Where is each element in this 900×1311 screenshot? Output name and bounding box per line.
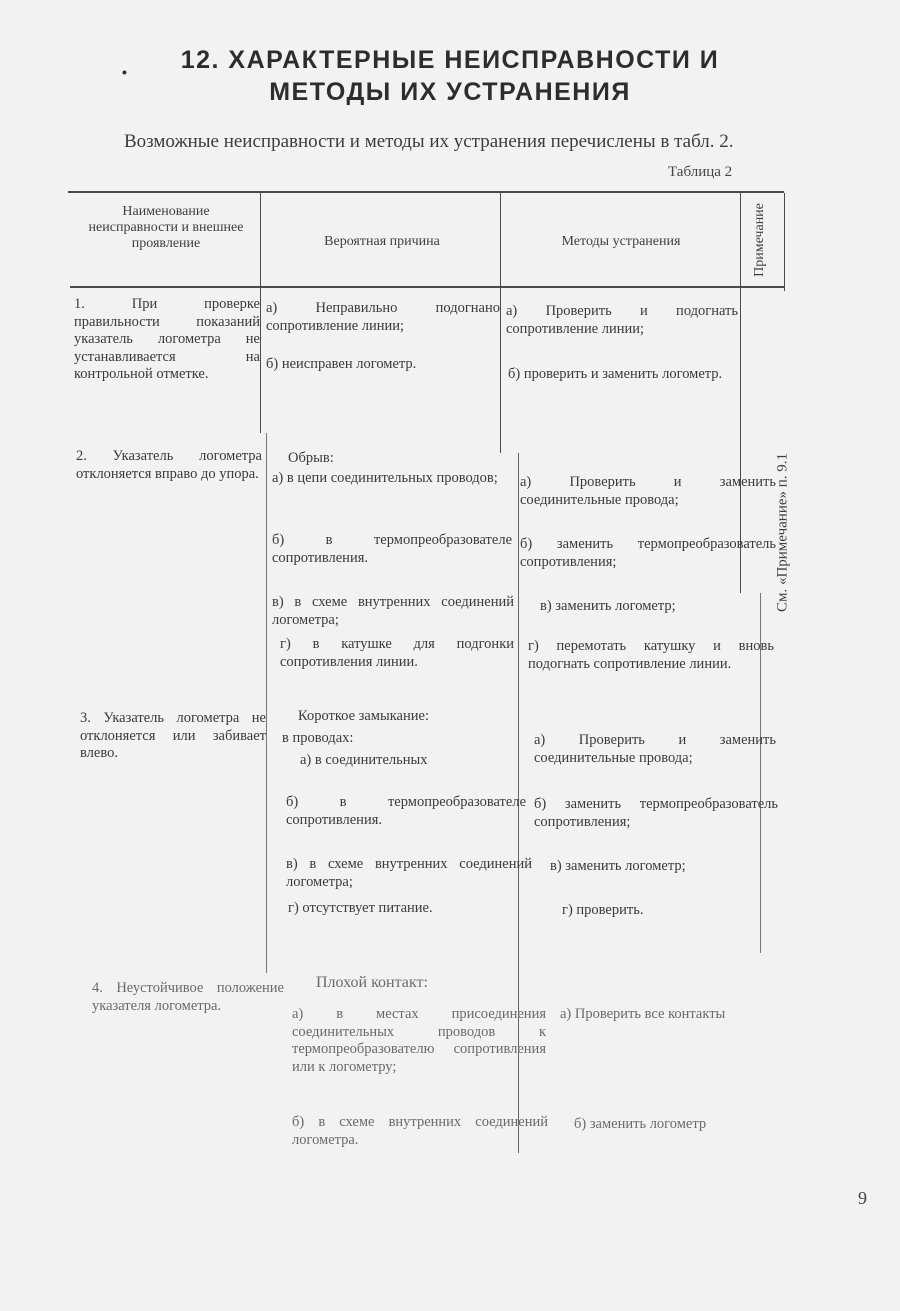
row-3-cause-intro: Короткое замыкание: <box>298 708 429 724</box>
header-method: Методы устранения <box>561 234 681 249</box>
column-rule-2 <box>500 193 501 453</box>
row-2-method-d: г) перемотать катушку и вновь подогнать сопротивление линии. <box>528 638 774 672</box>
row-2-cause-intro: Обрыв: <box>288 450 334 466</box>
row-3-method-d: г) проверить. <box>562 902 644 918</box>
row-2-cause-a: а) в цепи соединительных проводов; <box>272 470 498 486</box>
row-3-cause-b: б) в термопреобразователе сопротивления. <box>286 794 526 828</box>
row-4-name: 4. Неустойчивое положение указателя логометра. <box>92 980 284 1014</box>
header-cause: Вероятная причина <box>324 234 440 249</box>
row-2-method-b: б) заменить термопреобразователь сопротивления; <box>520 536 776 570</box>
table-number: Таблица 2 <box>668 164 733 180</box>
column-rule-3 <box>740 193 741 593</box>
row-1-name: 1. При проверке правильности показаний указатель логометра не устанавливается на контрольной отметке. <box>74 296 260 382</box>
row-2-cause-d: г) в катушке для подгонки сопротивления линии. <box>280 636 514 670</box>
section-heading <box>122 44 770 108</box>
row-3-cause-d: г) отсутствует питание. <box>288 900 433 916</box>
row-1-method-a: а) Проверить и подогнать сопротивление линии; <box>506 303 738 337</box>
row-1-method-b: б) проверить и заменить логометр. <box>508 366 723 382</box>
bullet-marker: • <box>122 64 129 80</box>
row-4-method-b: б) заменить логометр <box>574 1116 707 1132</box>
row-1-cause-a: а) Неправильно подогнано сопротивление линии; <box>266 300 500 334</box>
row-2-method-a: а) Проверить и заменить соединительные провода; <box>520 474 776 508</box>
column-rule-1 <box>260 193 261 433</box>
row-2-name: 2. Указатель логометра отклоняется вправо до упора. <box>76 448 262 482</box>
row-3-method-c: в) заменить логометр; <box>550 858 686 874</box>
row-3-cause-c: в) в схеме внутренних соединений логометра; <box>286 856 532 890</box>
row-3-method-a: а) Проверить и заменить соединительные провода; <box>534 732 776 766</box>
row-4-method-a: а) Проверить все контакты <box>560 1006 726 1022</box>
row-1-cause-b: б) неисправен логометр. <box>266 356 417 372</box>
row-3-cause-intro-2: в проводах: <box>282 730 354 746</box>
heading-line-2: МЕТОДЫ ИХ УСТРАНЕНИЯ <box>269 78 631 106</box>
heading-line-1: 12. ХАРАКТЕРНЫЕ НЕИСПРАВНОСТИ И <box>180 46 720 74</box>
intro-paragraph: Возможные неисправности и методы их устранения перечислены в табл. 2. <box>124 131 734 152</box>
header-note: Примечание <box>752 203 767 277</box>
note-reference: См. «Примечание» п. 9.1 <box>774 452 791 613</box>
row-4-cause-a: а) в местах присоединения соединительных проводов к термопреобразователю сопротивления или к логометру; <box>292 1006 546 1075</box>
table-header-rule <box>70 286 784 288</box>
column-rule-4 <box>784 193 785 291</box>
column-rule-1-lower <box>266 433 267 973</box>
page-number: 9 <box>858 1188 867 1208</box>
row-2-cause-c: в) в схеме внутренних соединений логометра; <box>272 594 514 628</box>
row-4-cause-b: б) в схеме внутренних соединений логометра. <box>292 1114 548 1148</box>
table-top-rule <box>68 191 784 193</box>
row-2-method-c: в) заменить логометр; <box>540 598 676 614</box>
row-4-cause-intro: Плохой контакт: <box>316 974 428 991</box>
header-name: Наименование неисправности и внешнее проявление <box>88 204 244 251</box>
row-2-cause-b: б) в термопреобразователе сопротивления. <box>272 532 512 566</box>
row-3-cause-a: а) в соединительных <box>300 752 428 768</box>
row-3-name: 3. Указатель логометра не отклоняется или забивает влево. <box>80 710 266 761</box>
row-3-method-b: б) заменить термопреобразователь сопротивления; <box>534 796 778 830</box>
